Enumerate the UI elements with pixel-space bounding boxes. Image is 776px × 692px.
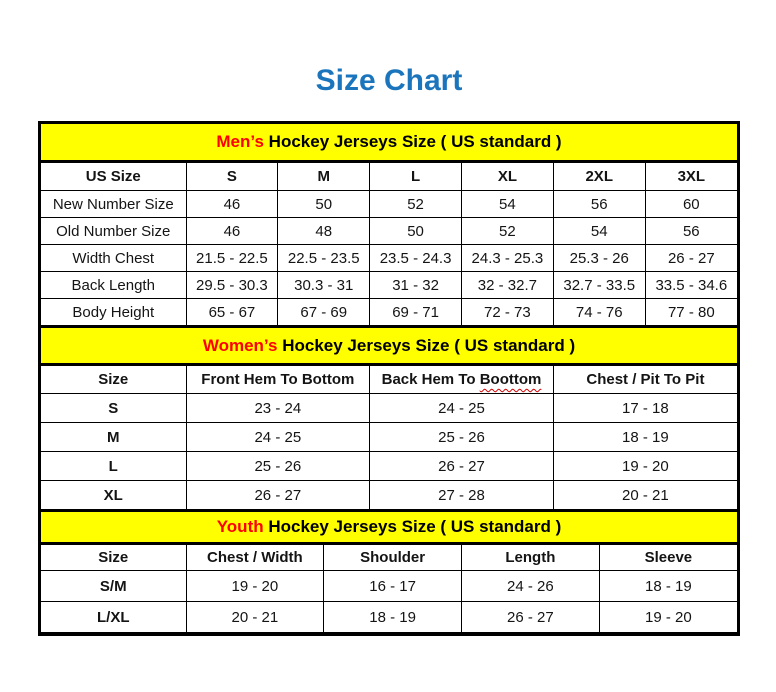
mens-cell: 50 — [278, 191, 370, 218]
youth-row-label: L/XL — [41, 602, 186, 633]
mens-cell: 46 — [186, 191, 278, 218]
mens-cell: 48 — [278, 218, 370, 245]
mens-cell: 46 — [186, 218, 278, 245]
womens-table-row — [41, 423, 737, 452]
mens-cell: 50 — [370, 218, 462, 245]
youth-section-header-text: Hockey Jerseys Size ( US standard ) — [263, 517, 562, 536]
youth-cell: 19 - 20 — [186, 571, 324, 602]
mens-cell: 22.5 - 23.5 — [278, 245, 370, 272]
mens-cell: 29.5 - 30.3 — [186, 272, 278, 299]
mens-col-header: US Size — [41, 163, 186, 191]
mens-cell: 56 — [645, 218, 737, 245]
mens-cell: 52 — [370, 191, 462, 218]
mens-cell: 32 - 32.7 — [461, 272, 553, 299]
youth-cell: 24 - 26 — [462, 571, 600, 602]
womens-col-header: Size — [41, 366, 186, 394]
mens-row-label: Back Length — [41, 272, 186, 299]
mens-section-header-highlight: Men’s — [216, 132, 264, 151]
mens-cell: 32.7 - 33.5 — [553, 272, 645, 299]
youth-col-header: Sleeve — [599, 545, 737, 571]
youth-cell: 18 - 19 — [599, 571, 737, 602]
mens-cell: 30.3 - 31 — [278, 272, 370, 299]
mens-col-header: M — [278, 163, 370, 191]
mens-cell: 54 — [553, 218, 645, 245]
womens-cell: 25 - 26 — [186, 452, 370, 481]
youth-cell: 26 - 27 — [462, 602, 600, 633]
mens-cell: 52 — [461, 218, 553, 245]
mens-row-label: New Number Size — [41, 191, 186, 218]
womens-col-header: Chest / Pit To Pit — [553, 366, 737, 394]
youth-size-table — [41, 544, 737, 633]
mens-cell: 23.5 - 24.3 — [370, 245, 462, 272]
womens-col-header: Front Hem To Bottom — [186, 366, 370, 394]
womens-col-header-misspelled-word: Boottom — [479, 371, 542, 388]
mens-col-header: L — [370, 163, 462, 191]
mens-cell: 69 - 71 — [370, 299, 462, 326]
mens-cell: 74 - 76 — [553, 299, 645, 326]
youth-table-row — [41, 602, 737, 633]
womens-cell: 17 - 18 — [553, 394, 737, 423]
youth-cell: 20 - 21 — [186, 602, 324, 633]
mens-table-row — [41, 245, 737, 272]
womens-section-header-text: Hockey Jerseys Size ( US standard ) — [277, 335, 576, 355]
womens-cell: 26 - 27 — [370, 452, 554, 481]
mens-cell: 72 - 73 — [461, 299, 553, 326]
mens-cell: 77 - 80 — [645, 299, 737, 326]
mens-col-header: 3XL — [645, 163, 737, 191]
mens-row-label: Body Height — [41, 299, 186, 326]
womens-col-header-text: Back Hem To — [381, 371, 480, 388]
mens-size-table — [41, 162, 737, 326]
womens-row-label: S — [41, 394, 186, 423]
mens-col-header: XL — [461, 163, 553, 191]
mens-section-header-text: Hockey Jerseys Size ( US standard ) — [263, 132, 562, 151]
youth-cell: 16 - 17 — [324, 571, 462, 602]
youth-table-row — [41, 571, 737, 602]
womens-cell: 24 - 25 — [186, 423, 370, 452]
mens-cell: 24.3 - 25.3 — [461, 245, 553, 272]
womens-size-table — [41, 365, 737, 510]
mens-row-label: Old Number Size — [41, 218, 186, 245]
mens-cell: 67 - 69 — [278, 299, 370, 326]
womens-cell: 19 - 20 — [553, 452, 737, 481]
mens-row-label: Width Chest — [41, 245, 186, 272]
womens-table-row — [41, 481, 737, 510]
womens-table-row — [41, 394, 737, 423]
mens-cell: 21.5 - 22.5 — [186, 245, 278, 272]
mens-col-header: S — [186, 163, 278, 191]
youth-cell: 18 - 19 — [324, 602, 462, 633]
womens-cell: 25 - 26 — [370, 423, 554, 452]
page-title: Size Chart — [315, 64, 463, 97]
youth-col-header: Size — [41, 545, 186, 571]
youth-section-header-highlight: Youth — [216, 517, 264, 536]
youth-section-header — [41, 510, 737, 544]
womens-cell: 26 - 27 — [186, 481, 370, 510]
mens-cell: 33.5 - 34.6 — [645, 272, 737, 299]
mens-table-row — [41, 191, 737, 218]
womens-row-label: XL — [41, 481, 186, 510]
mens-section-header — [41, 124, 737, 162]
womens-header-row — [41, 366, 737, 394]
mens-cell: 26 - 27 — [645, 245, 737, 272]
womens-row-label: M — [41, 423, 186, 452]
youth-cell: 19 - 20 — [599, 602, 737, 633]
mens-cell: 31 - 32 — [370, 272, 462, 299]
youth-col-header: Shoulder — [324, 545, 462, 571]
youth-row-label: S/M — [41, 571, 186, 602]
mens-cell: 60 — [645, 191, 737, 218]
mens-cell: 65 - 67 — [186, 299, 278, 326]
youth-col-header: Chest / Width — [186, 545, 324, 571]
mens-header-row — [41, 163, 737, 191]
womens-cell: 23 - 24 — [186, 394, 370, 423]
womens-cell: 20 - 21 — [553, 481, 737, 510]
womens-section-header-highlight: Women’s — [202, 335, 278, 355]
youth-header-row — [41, 545, 737, 571]
womens-table-row — [41, 452, 737, 481]
womens-cell: 27 - 28 — [370, 481, 554, 510]
size-chart-tables — [38, 121, 740, 636]
mens-table-row — [41, 218, 737, 245]
mens-cell: 56 — [553, 191, 645, 218]
womens-cell: 18 - 19 — [553, 423, 737, 452]
mens-cell: 54 — [461, 191, 553, 218]
womens-cell: 24 - 25 — [370, 394, 554, 423]
mens-table-row — [41, 299, 737, 326]
mens-cell: 25.3 - 26 — [553, 245, 645, 272]
womens-section-header — [41, 326, 737, 365]
youth-col-header: Length — [462, 545, 600, 571]
mens-table-row — [41, 272, 737, 299]
womens-col-header — [370, 366, 554, 394]
mens-col-header: 2XL — [553, 163, 645, 191]
womens-row-label: L — [41, 452, 186, 481]
